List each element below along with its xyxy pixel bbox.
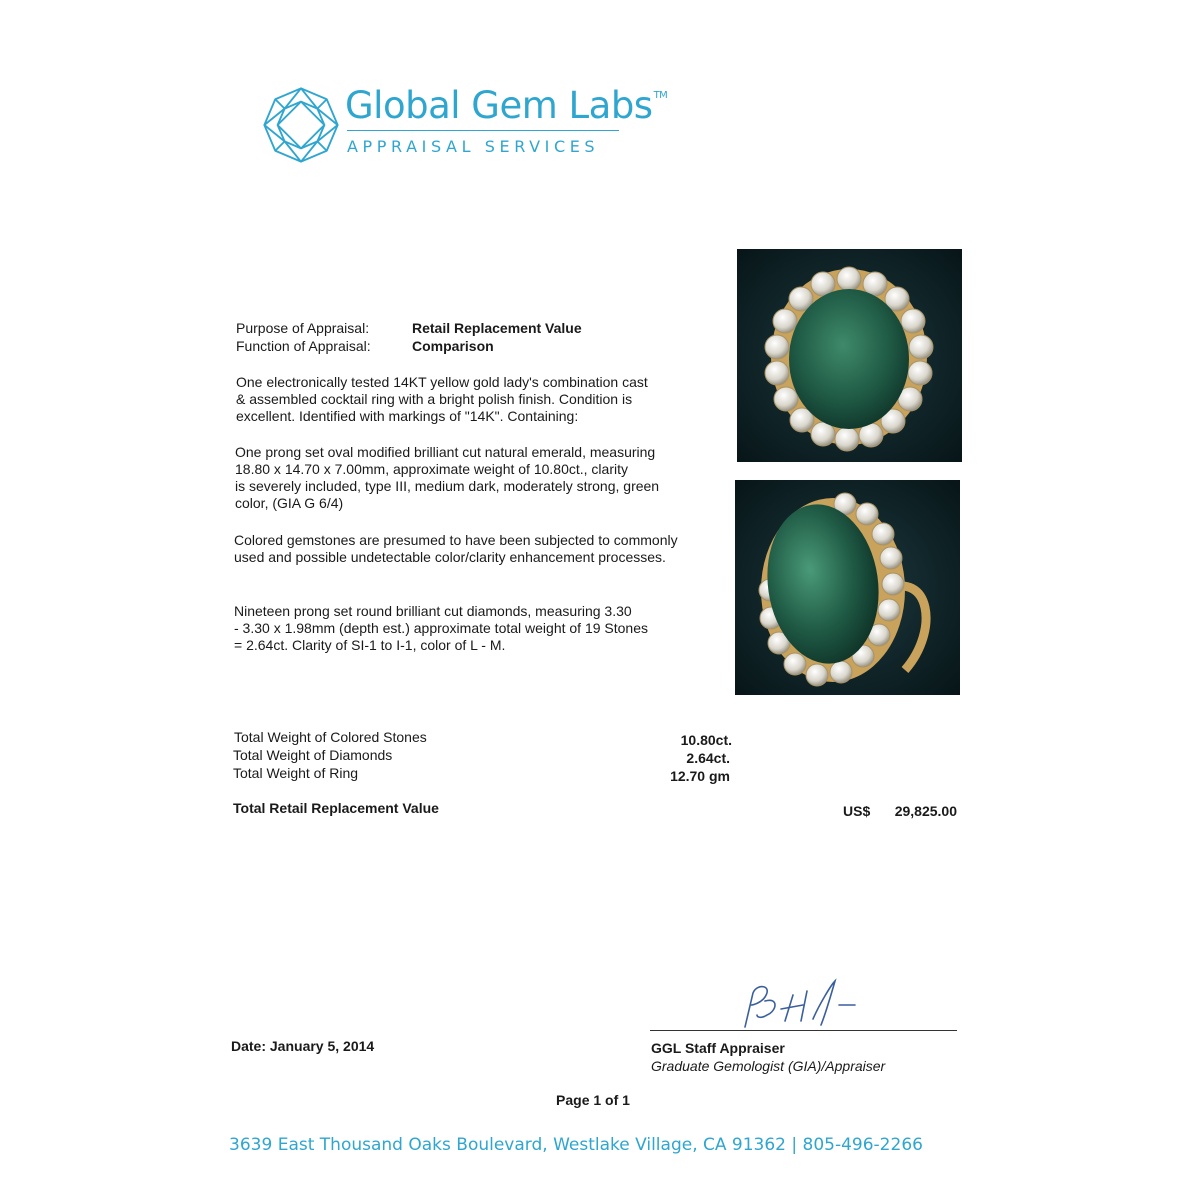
function-label: Function of Appraisal: — [236, 338, 371, 354]
ring-photo-top-view — [737, 249, 962, 462]
emerald-line: One prong set oval modified brilliant cut natural emerald, measuring — [235, 444, 656, 460]
signature-mark — [735, 975, 865, 1035]
purpose-label: Purpose of Appraisal: — [236, 320, 370, 336]
emerald-line: is severely included, type III, medium dark, moderately strong, green — [235, 478, 660, 494]
disclaimer-line: Colored gemstones are presumed to have been subjected to commonly — [234, 532, 678, 548]
appraiser-name: GGL Staff Appraiser — [651, 1040, 785, 1056]
ring-photo-side-view — [735, 480, 960, 695]
emerald-description — [235, 444, 659, 512]
total-ring-weight-value: 12.70 gm — [670, 768, 730, 784]
diamonds-description — [234, 603, 648, 654]
appraisal-date: Date: January 5, 2014 — [231, 1038, 375, 1054]
total-diamonds-value: 2.64ct. — [686, 750, 730, 766]
page-number: Page 1 of 1 — [556, 1092, 630, 1108]
diamonds-line: - 3.30 x 1.98mm (depth est.) approximate total weight of 19 Stones — [234, 620, 648, 636]
brand-subtitle: APPRAISAL SERVICES — [347, 137, 600, 156]
brand-name-text: Global Gem Labs — [345, 84, 653, 127]
signature-line — [650, 1030, 957, 1031]
diamond-icon — [262, 86, 340, 164]
ring-line: & assembled cocktail ring with a bright polish finish. Condition is — [236, 391, 633, 407]
disclaimer-line: used and possible undetectable color/clarity enhancement processes. — [234, 549, 666, 565]
enhancement-disclaimer — [234, 532, 678, 566]
brand-divider — [347, 130, 619, 131]
total-colored-stones-label: Total Weight of Colored Stones — [234, 729, 427, 745]
diamonds-line: = 2.64ct. Clarity of SI-1 to I-1, color of L - M. — [234, 637, 506, 653]
retail-total-value: 29,825.00 — [894, 803, 957, 819]
footer-address: 3639 East Thousand Oaks Boulevard, Westlake Village, CA 91362 | 805-496-2266 — [229, 1135, 923, 1155]
total-colored-stones-value: 10.80ct. — [680, 732, 732, 748]
function-value: Comparison — [412, 338, 494, 354]
diamonds-line: Nineteen prong set round brilliant cut diamonds, measuring 3.30 — [234, 603, 632, 619]
total-diamonds-label: Total Weight of Diamonds — [233, 747, 393, 763]
retail-total-currency: US$ — [843, 803, 871, 819]
purpose-value: Retail Replacement Value — [412, 320, 582, 336]
trademark-mark: TM — [653, 90, 668, 101]
function-row — [236, 338, 494, 355]
ring-line: excellent. Identified with markings of "14K". Containing: — [236, 408, 579, 424]
ring-line: One electronically tested 14KT yellow gold lady's combination cast — [236, 374, 648, 390]
brand-name — [345, 84, 667, 127]
ring-description — [236, 374, 648, 425]
purpose-row — [236, 320, 582, 337]
appraiser-title: Graduate Gemologist (GIA)/Appraiser — [651, 1058, 886, 1074]
total-ring-weight-label: Total Weight of Ring — [233, 765, 359, 781]
emerald-line: 18.80 x 14.70 x 7.00mm, approximate weight of 10.80ct., clarity — [235, 461, 628, 477]
emerald-line: color, (GIA G 6/4) — [235, 495, 344, 511]
retail-total-label: Total Retail Replacement Value — [233, 800, 439, 816]
